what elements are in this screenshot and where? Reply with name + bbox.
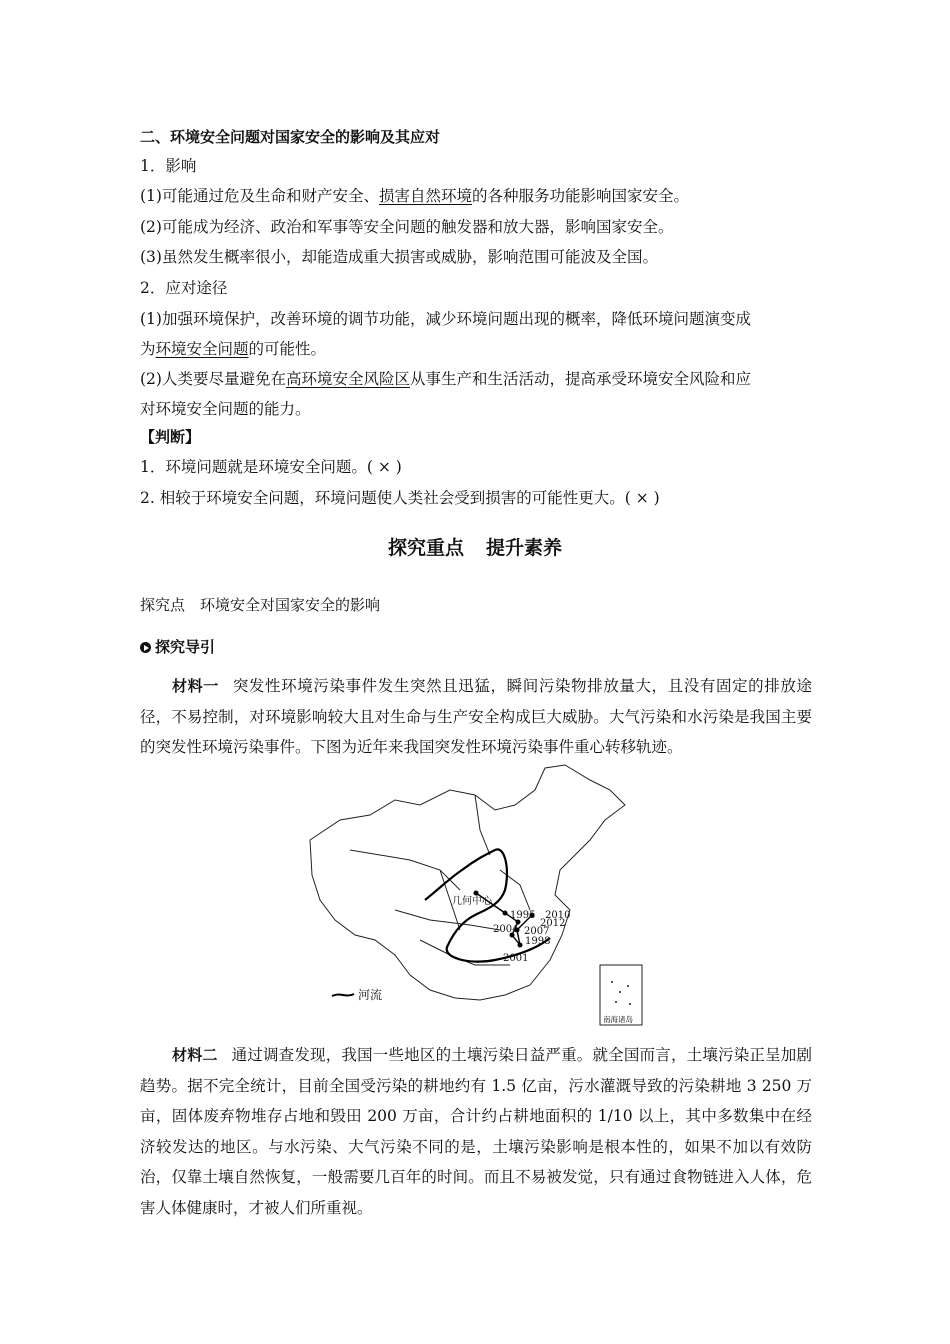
explore-section-title: 探究重点 提升素养 bbox=[387, 537, 563, 559]
judge-item-1: 1．环境问题就是环境安全问题。( × ) bbox=[140, 458, 402, 476]
underlined-term: 高环境安全风险区 bbox=[285, 370, 410, 388]
judge-label: 【判断】 bbox=[140, 428, 201, 446]
year-label: 2012 bbox=[540, 918, 566, 929]
china-pollution-map bbox=[300, 760, 650, 1030]
explore-guide: 探究导引 bbox=[140, 636, 215, 658]
response-item-1-line1: (1)加强环境保护，改善环境的调节功能，减少环境问题出现的概率，降低环境问题演变成 bbox=[140, 310, 751, 328]
subheading-impact: 1．影响 bbox=[140, 157, 197, 175]
section-heading: 二、环境安全问题对国家安全的影响及其应对 bbox=[140, 128, 441, 146]
inset-label: 南海诸岛 bbox=[603, 1015, 633, 1024]
river-legend-label: 河流 bbox=[358, 988, 383, 1002]
explore-point: 探究点 环境安全对国家安全的影响 bbox=[140, 596, 381, 614]
impact-item-3: (3)虽然发生概率很小，却能造成重大损害或威胁，影响范围可能波及全国。 bbox=[140, 248, 658, 266]
underlined-term: 环境安全问题 bbox=[155, 340, 249, 358]
response-item-1-line2: 为环境安全问题的可能性。 bbox=[140, 340, 327, 358]
subheading-response: 2．应对途径 bbox=[140, 279, 228, 297]
judge-item-2: 2. 相较于环境安全问题，环境问题使人类社会受到损害的可能性更大。( × ) bbox=[140, 489, 660, 507]
material-1: 材料一 突发性环境污染事件发生突然且迅猛，瞬间污染物排放量大，且没有固定的排放途径，不易控制，对环境影响较大且对生命与生产安全构成巨大威胁。大气污染和水污染是我国主要的突发性环境污染事件。下图为近年来我国突发性环境污染事件重心转移轨迹。 bbox=[140, 677, 812, 756]
impact-item-1: (1)可能通过危及生命和财产安全、损害自然环境的各种服务功能影响国家安全。 bbox=[140, 187, 689, 205]
response-item-2-line2: 对环境安全问题的能力。 bbox=[140, 400, 311, 418]
year-label: 1998 bbox=[525, 936, 551, 947]
river-legend-icon bbox=[332, 994, 354, 996]
play-circle-icon bbox=[140, 642, 151, 653]
center-label: 几何中心 bbox=[452, 896, 492, 907]
year-label: 2004 bbox=[493, 924, 519, 935]
year-label: 2001 bbox=[503, 953, 529, 964]
year-label: 2007 bbox=[524, 926, 550, 937]
impact-item-2: (2)可能成为经济、政治和军事等安全问题的触发器和放大器，影响国家安全。 bbox=[140, 218, 674, 236]
material-2: 材料二 通过调查发现，我国一些地区的土壤污染日益严重。就全国而言，土壤污染正呈加剧趋势。据不完全统计，目前全国受污染的耕地约有 1.5 亿亩，污水灌溉导致的污染耕地 3 250 万亩，固体废弃物堆存占地和毁田 200 万亩，合计约占耕地面积的 1/10 以上，其中多数集中在经济较发达的地区。与水污染、大气污染不同的是，土壤污染影响是根本性的，如果不加以有效防治，仅靠土壤自然恢复，一般需要几百年的时间。而且不易被发觉，只有通过食物链进入人体，危害人体健康时，才被人们所重视。 bbox=[140, 1046, 812, 1217]
year-label: 2010 bbox=[545, 910, 571, 921]
response-item-2-line1: (2)人类要尽量避免在高环境安全风险区从事生产和生活活动，提高承受环境安全风险和应 bbox=[140, 370, 751, 388]
underlined-term: 损害自然环境 bbox=[378, 187, 472, 205]
year-label: 1995 bbox=[510, 910, 536, 921]
map-outline bbox=[310, 765, 625, 1000]
